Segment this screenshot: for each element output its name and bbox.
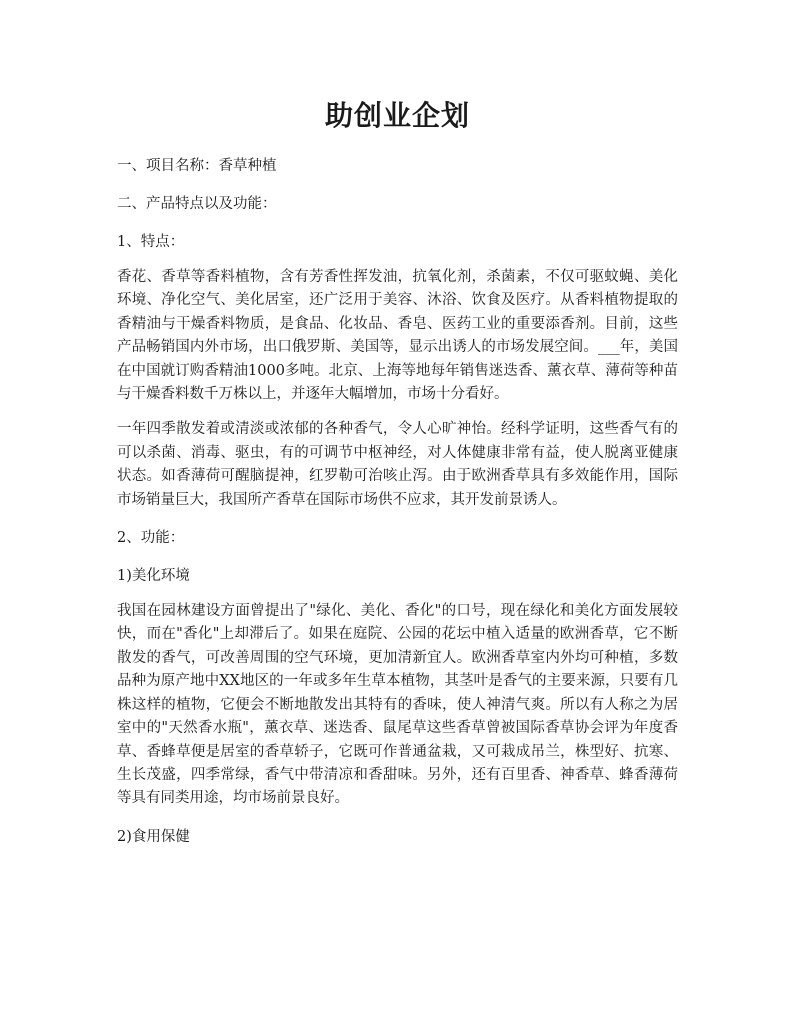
section-heading-features-functions: 二、产品特点以及功能：: [117, 196, 277, 212]
function-1-heading: 1)美化环境: [117, 568, 190, 585]
functions-heading: 2、功能：: [117, 530, 185, 547]
features-paragraph-1: 香花、香草等香料植物，含有芳香性挥发油，抗氧化剂，杀菌素，不仅可驱蚊蝇、美化环境、净化空气、美化居室，还广泛用于美容、沐浴、饮食及医疗。从香料植物提取的香精油与干燥香料物质，是食品、化妆品、香皂、医药工业的重要添香剂。目前，这些产品畅销国内外市场，出口俄罗斯、美国等，显示出诱人的市场发展空间。___年，美国在中国就订购香精油1000多吨。北京、上海等地每年销售迷迭香、薰衣草、薄荷等种苗与干燥香料数千万株以上，并逐年大幅增加，市场十分看好。: [117, 269, 678, 403]
document-title: 助创业企划: [324, 99, 470, 132]
features-paragraph-2: 一年四季散发着或清淡或浓郁的各种香气，令人心旷神怡。经科学证明，这些香气有的可以杀菌、消毒、驱虫，有的可调节中枢神经，对人体健康非常有益，使人脱离亚健康状态。如香薄荷可醒脑提神，红罗勒可治咳止泻。由于欧洲香草具有多效能作用，国际市场销量巨大，我国所产香草在国际市场供不应求，其开发前景诱人。: [117, 421, 678, 508]
function-1-paragraph: 我国在园林建设方面曾提出了"绿化、美化、香化"的口号，现在绿化和美化方面发展较快，而在"香化"上却滞后了。如果在庭院、公园的花坛中植入适量的欧洲香草，它不断散发的香气，可改善周围的空气环境，更加清新宜人。欧洲香草室内外均可种植，多数品种为原产地中XX地区的一年或多年生草本植物，其茎叶是香气的主要来源，只要有几株这样的植物，它便会不断地散发出其特有的香味，使人神清气爽。所以有人称之为居室中的"天然香水瓶"，薰衣草、迷迭香、鼠尾草这些香草曾被国际香草协会评为年度香草、香蜂草便是居室的香草轿子，它既可作普通盆栽，又可栽成吊兰，株型好、抗寒、生长茂盛，四季常绿，香气中带清凉和香甜味。另外，还有百里香、神香草、蜂香薄荷等具有同类用途，均市场前景良好。: [117, 603, 678, 807]
features-heading: 1、特点：: [117, 234, 185, 250]
project-name-line: 一、项目名称：香草种植: [117, 158, 277, 174]
function-2-heading: 2)食用保健: [117, 828, 190, 845]
